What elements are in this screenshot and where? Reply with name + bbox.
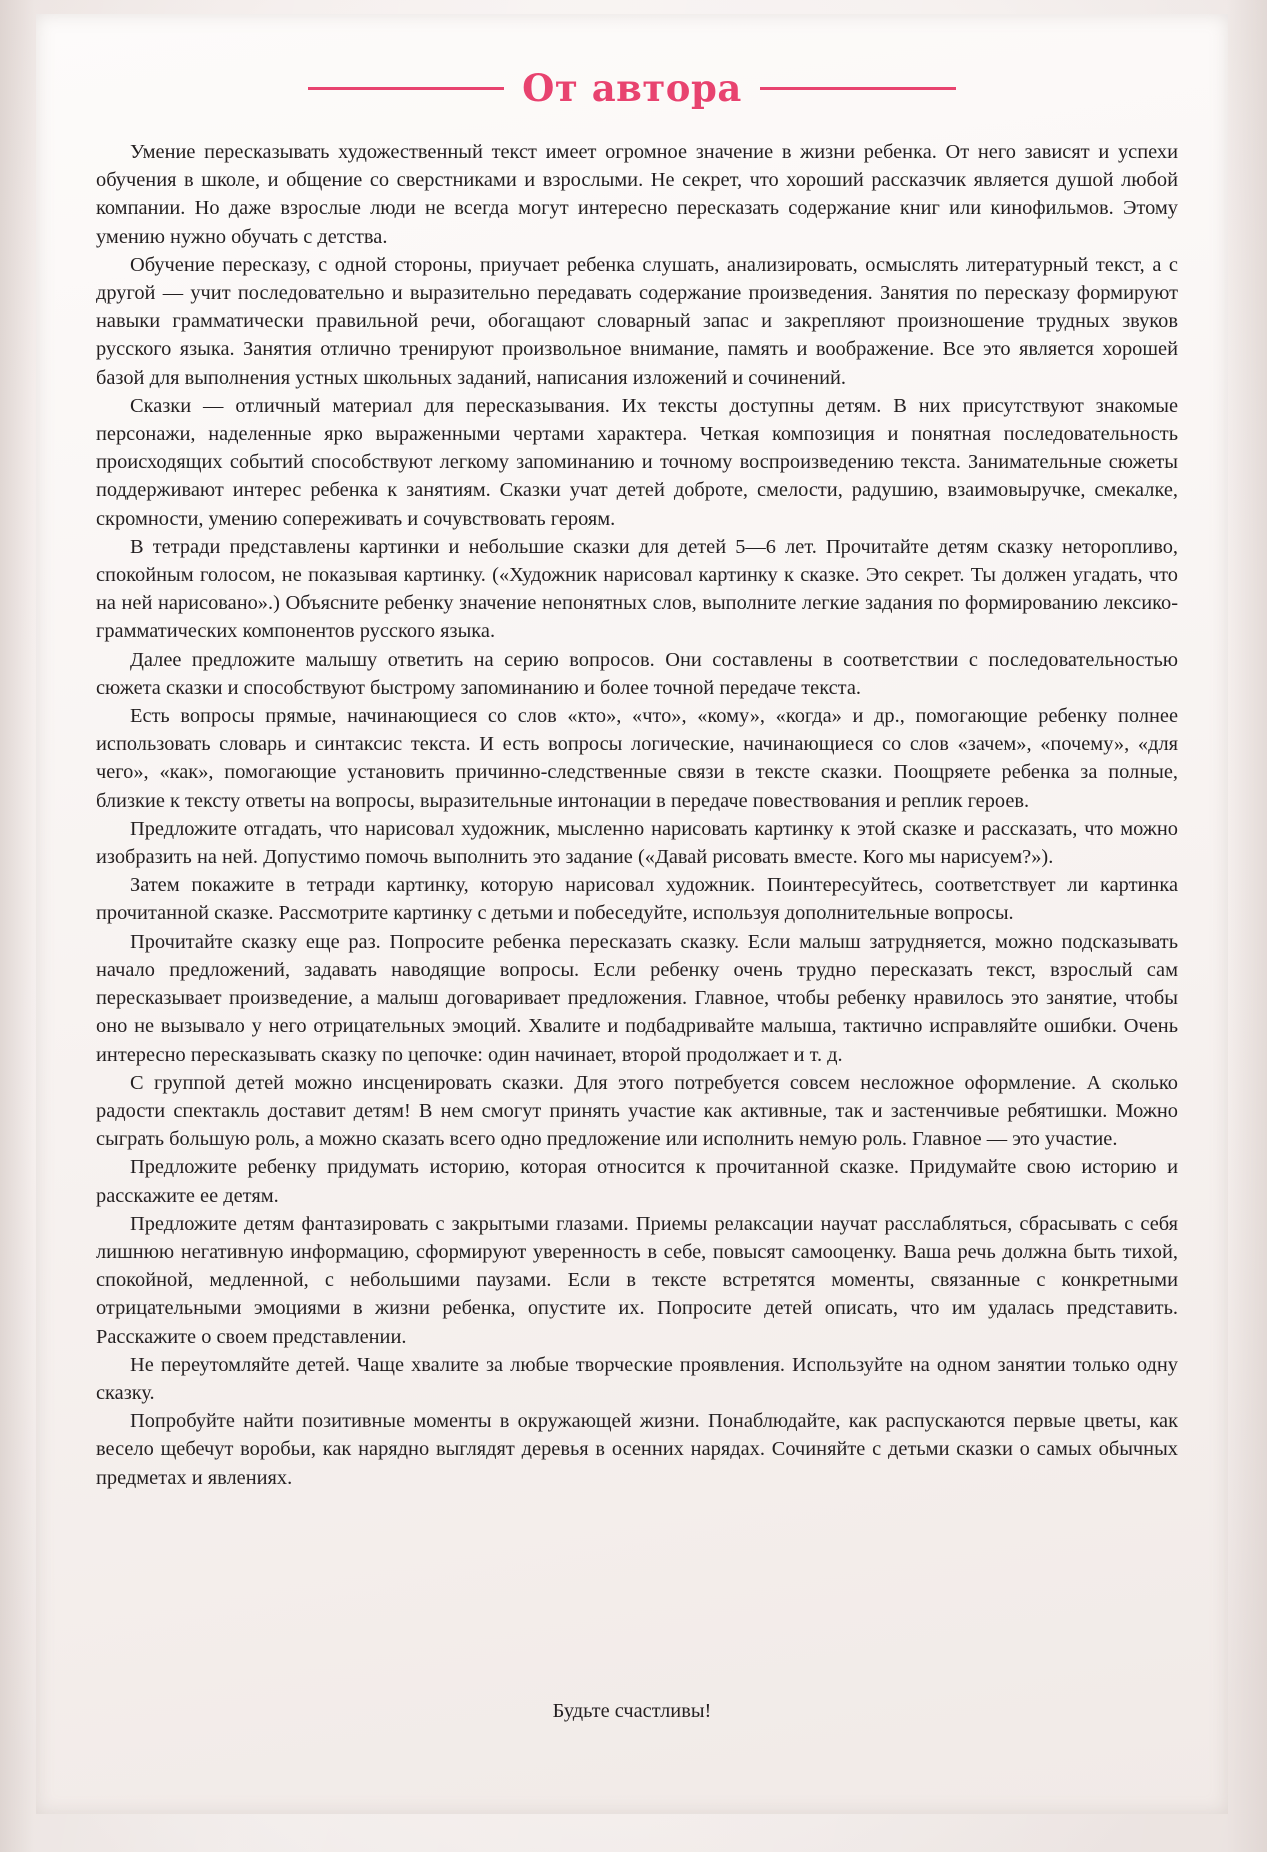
page-sheet bbox=[36, 14, 1228, 1814]
body-text bbox=[96, 138, 1178, 1492]
paragraph: Прочитайте сказку еще раз. Попросите ребенка пересказать сказку. Если малыш затрудняется, можно подсказывать начало предложений, задавать наводящие вопросы. Если ребенку очень трудно пересказать текст, взрослый сам пересказывает произведение, а малыш договаривает предложения. Главное, чтобы ребенку нравилось это занятие, чтобы оно не вызывало у него отрицательных эмоций. Хвалите и подбадривайте малыша, тактично исправляйте ошибки. Очень интересно пересказывать сказку по цепочке: один начинает, второй продолжает и т. д. bbox=[96, 930, 1178, 1066]
title-rule-right bbox=[760, 87, 956, 90]
paragraph: Предложите отгадать, что нарисовал художник, мысленно нарисовать картинку к этой сказке и рассказать, что можно изобразить на ней. Допустимо помочь выполнить это задание («Давай рисовать вместе. Кого мы нарисуем?»). bbox=[96, 817, 1178, 869]
paragraph: Есть вопросы прямые, начинающиеся со слов «кто», «что», «кому», «когда» и др., помогающие ребенку полнее использовать словарь и синтаксис текста. И есть вопросы логические, начинающиеся со слов «зачем», «почему», «для чего», «как», помогающие установить причинно-следственные связи в тексте сказки. Поощряете ребенка за полные, близкие к тексту ответы на вопросы, выразительные интонации в передаче повествования и реплик героев. bbox=[96, 705, 1178, 812]
paragraph: Не переутомляйте детей. Чаще хвалите за любые творческие проявления. Используйте на одном занятии только одну сказку. bbox=[96, 1353, 1178, 1404]
paragraph: Затем покажите в тетради картинку, которую нарисовал художник. Поинтересуйтесь, соответствует ли картинка прочитанной сказке. Рассмотрите картинку с детьми и побеседуйте, используя дополнительные вопросы. bbox=[96, 874, 1178, 925]
paragraph: Предложите ребенку придумать историю, которая относится к прочитанной сказке. Придумайте свою историю и расскажите ее детям. bbox=[96, 1156, 1178, 1207]
title-rule-left bbox=[308, 87, 504, 90]
paragraph: Предложите детям фантазировать с закрытыми глазами. Приемы релаксации научат расслабляться, сбрасывать с себя лишнюю негативную информацию, сформируют уверенность в себе, повысят самооценку. Ваша речь должна быть тихой, спокойной, медленной, с небольшими паузами. Если в тексте встретятся моменты, связанные с конкретными отрицательными эмоциями в жизни ребенка, опустите их. Попросите детей описать, что им удалась представить. Расскажите о своем представлении. bbox=[96, 1212, 1178, 1348]
title-block bbox=[36, 66, 1228, 110]
page-title: От автора bbox=[522, 66, 742, 110]
paragraph: В тетради представлены картинки и небольшие сказки для детей 5—6 лет. Прочитайте детям сказку неторопливо, спокойным голосом, не показывая картинку. («Художник нарисовал картинку к сказке. Это секрет. Ты должен угадать, что на ней нарисовано».) Объясните ребенку значение непонятных слов, выполните легкие задания по формированию лексико-грамматических компонентов русского языка. bbox=[96, 535, 1178, 643]
paragraph: Умение пересказывать художественный текст имеет огромное значение в жизни ребенка. От него зависят и успехи обучения в школе, и общение со сверстниками и взрослыми. Не секрет, что хороший рассказчик является душой любой компании. Но даже взрослые люди не всегда могут интересно пересказать содержание книг или кинофильмов. Этому умению нужно обучать с детства. bbox=[96, 141, 1178, 248]
closing-line: Будьте счастливы! bbox=[552, 1700, 712, 1722]
paragraph: Обучение пересказу, с одной стороны, приучает ребенка слушать, анализировать, осмыслять литературный текст, а с другой — учит последовательно и выразительно передавать содержание произведения. Занятия по пересказу формируют навыки грамматически правильной речи, обогащают словарный запас и закрепляют произношение трудных звуков русского языка. Занятия отлично тренируют произвольное внимание, память и воображение. Все это является хорошей базой для выполнения устных школьных заданий, написания изложений и сочинений. bbox=[96, 253, 1178, 389]
paragraph: Сказки — отличный материал для пересказывания. Их тексты доступны детям. В них присутствуют знакомые персонажи, наделенные ярко выраженными чертами характера. Четкая композиция и понятная последовательность происходящих событий способствуют легкому запоминанию и точному воспроизведению текста. Занимательные сюжеты поддерживают интерес ребенка к занятиям. Сказки учат детей доброте, смелости, радушию, взаимовыручке, смекалке, скромности, умению сопереживать и сочувствовать героям. bbox=[96, 394, 1178, 530]
paragraph: Далее предложите малышу ответить на серию вопросов. Они составлены в соответствии с последовательностью сюжета сказки и способствуют быстрому запоминанию и более точной передаче текста. bbox=[96, 648, 1178, 699]
paragraph: С группой детей можно инсценировать сказки. Для этого потребуется совсем несложное оформление. А сколько радости спектакль доставит детям! В нем смогут принять участие как активные, так и застенчивые ребятишки. Можно сыграть большую роль, а можно сказать всего одно предложение или исполнить немую роль. Главное — это участие. bbox=[96, 1071, 1178, 1151]
paragraph: Попробуйте найти позитивные моменты в окружающей жизни. Понаблюдайте, как распускаются первые цветы, как весело щебечут воробьи, как нарядно выглядят деревья в осенних нарядах. Сочиняйте с детьми сказки о самых обычных предметах и явлениях. bbox=[96, 1410, 1178, 1489]
